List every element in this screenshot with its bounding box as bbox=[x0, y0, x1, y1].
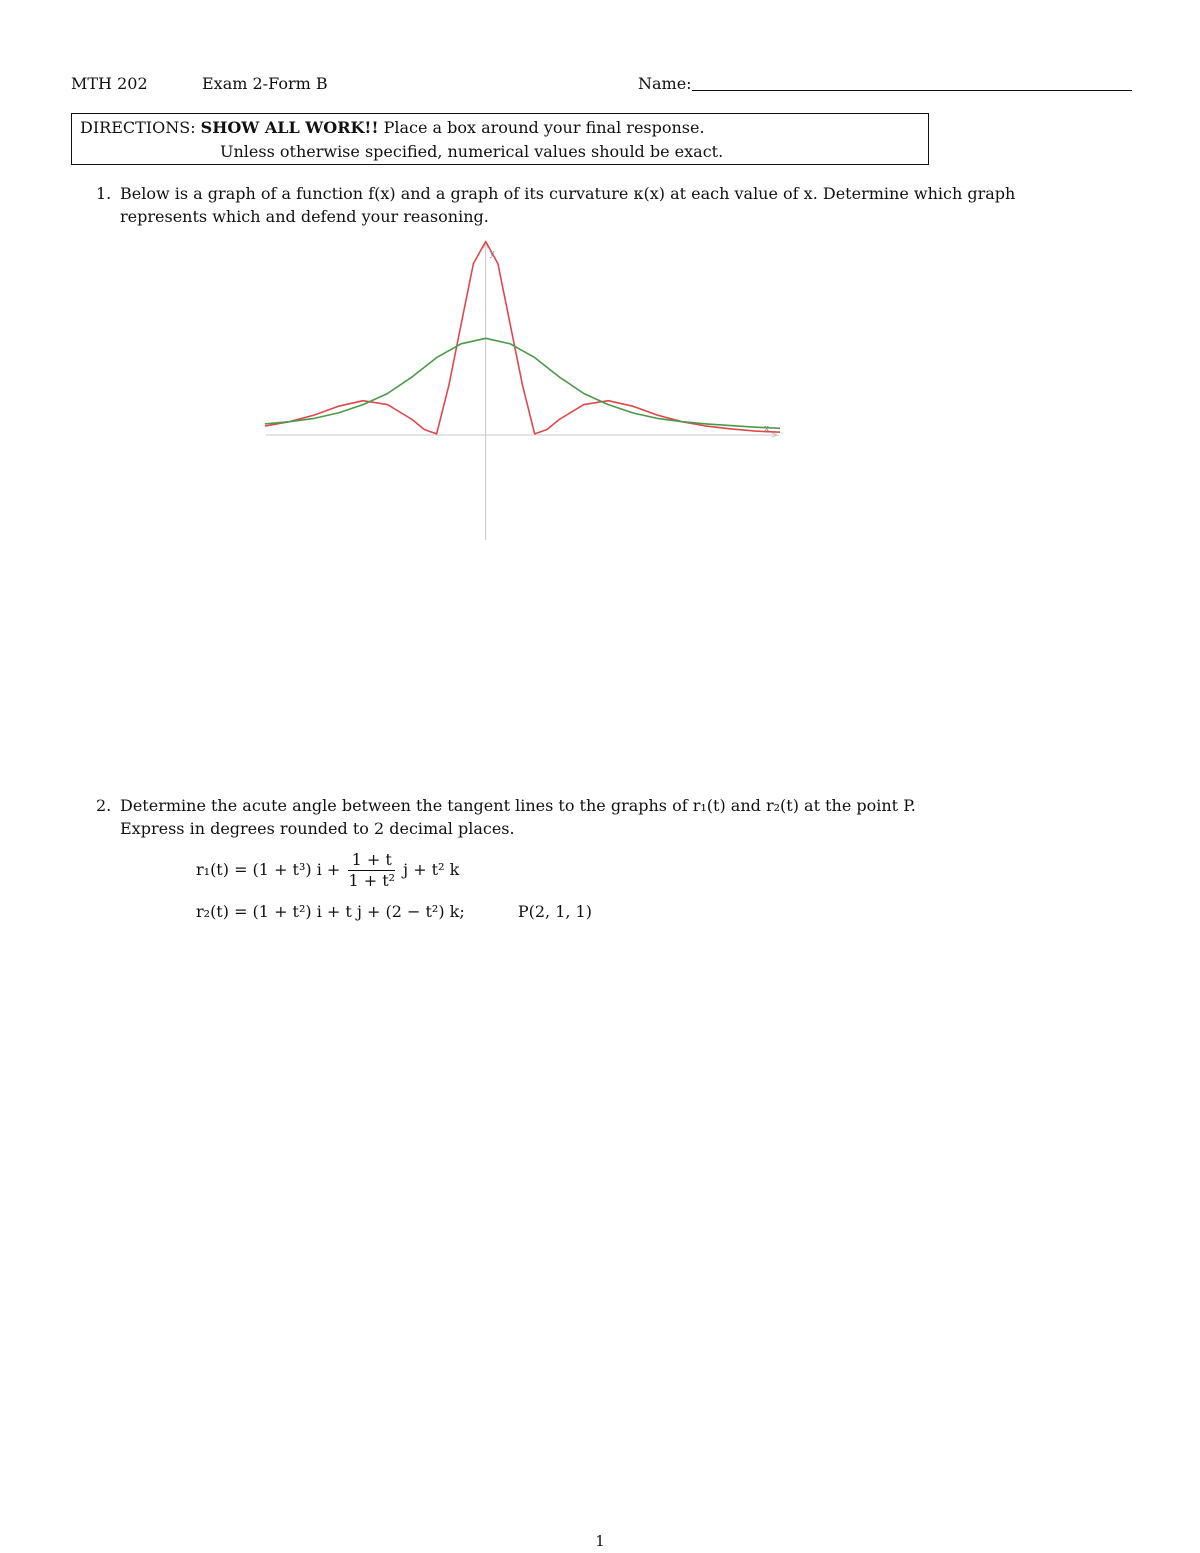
equation-r2 bbox=[196, 902, 592, 921]
graph-curves bbox=[265, 242, 780, 434]
question-1-text bbox=[120, 182, 1015, 228]
question-2 bbox=[96, 794, 1136, 844]
question-2-line-1: Determine the acute angle between the tangent lines to the graphs of r₁(t) and r₂(t) at the point P. bbox=[120, 796, 916, 815]
equation-r1-fraction bbox=[348, 850, 395, 891]
directions-label: DIRECTIONS: bbox=[80, 118, 196, 137]
question-2-line-2: Express in degrees rounded to 2 decimal places. bbox=[120, 819, 515, 838]
graph-axes bbox=[266, 242, 778, 540]
question-2-text bbox=[120, 794, 916, 840]
fraction-numerator: 1 + t bbox=[348, 850, 395, 871]
directions-line-1 bbox=[80, 118, 705, 137]
point-p: P(2, 1, 1) bbox=[517, 902, 592, 921]
function-curvature-graph bbox=[260, 236, 780, 540]
directions-emphasis: SHOW ALL WORK!! bbox=[200, 118, 379, 137]
x-axis-label: x bbox=[764, 423, 770, 434]
equation-r1-right: j + t² k bbox=[403, 860, 460, 879]
exam-title: Exam 2-Form B bbox=[202, 74, 328, 93]
series-1-line bbox=[265, 242, 780, 434]
name-label: Name: bbox=[638, 74, 692, 93]
question-1-number: 1. bbox=[96, 184, 112, 203]
directions-text: Place a box around your final response. bbox=[383, 118, 705, 137]
fraction-denominator: 1 + t² bbox=[348, 871, 396, 890]
equation-r1 bbox=[196, 850, 459, 891]
course-code: MTH 202 bbox=[71, 74, 148, 93]
page-number: 1 bbox=[595, 1532, 605, 1550]
y-axis-label: y bbox=[489, 249, 495, 259]
question-1-line-2: represents which and defend your reasoning. bbox=[120, 207, 489, 226]
name-blank-line[interactable] bbox=[692, 90, 1132, 91]
directions-box bbox=[71, 113, 929, 165]
graph-axis-labels bbox=[489, 249, 769, 434]
question-1 bbox=[96, 182, 1136, 232]
question-1-line-1: Below is a graph of a function f(x) and a graph of its curvature κ(x) at each value of x. Determine which graph bbox=[120, 184, 1016, 203]
question-2-number: 2. bbox=[96, 796, 112, 815]
equation-r2-text: r₂(t) = (1 + t²) i + t j + (2 − t²) k; bbox=[196, 902, 465, 921]
equation-r1-left: r₁(t) = (1 + t³) i + bbox=[196, 860, 341, 879]
directions-line-2: Unless otherwise specified, numerical values should be exact. bbox=[220, 142, 724, 161]
